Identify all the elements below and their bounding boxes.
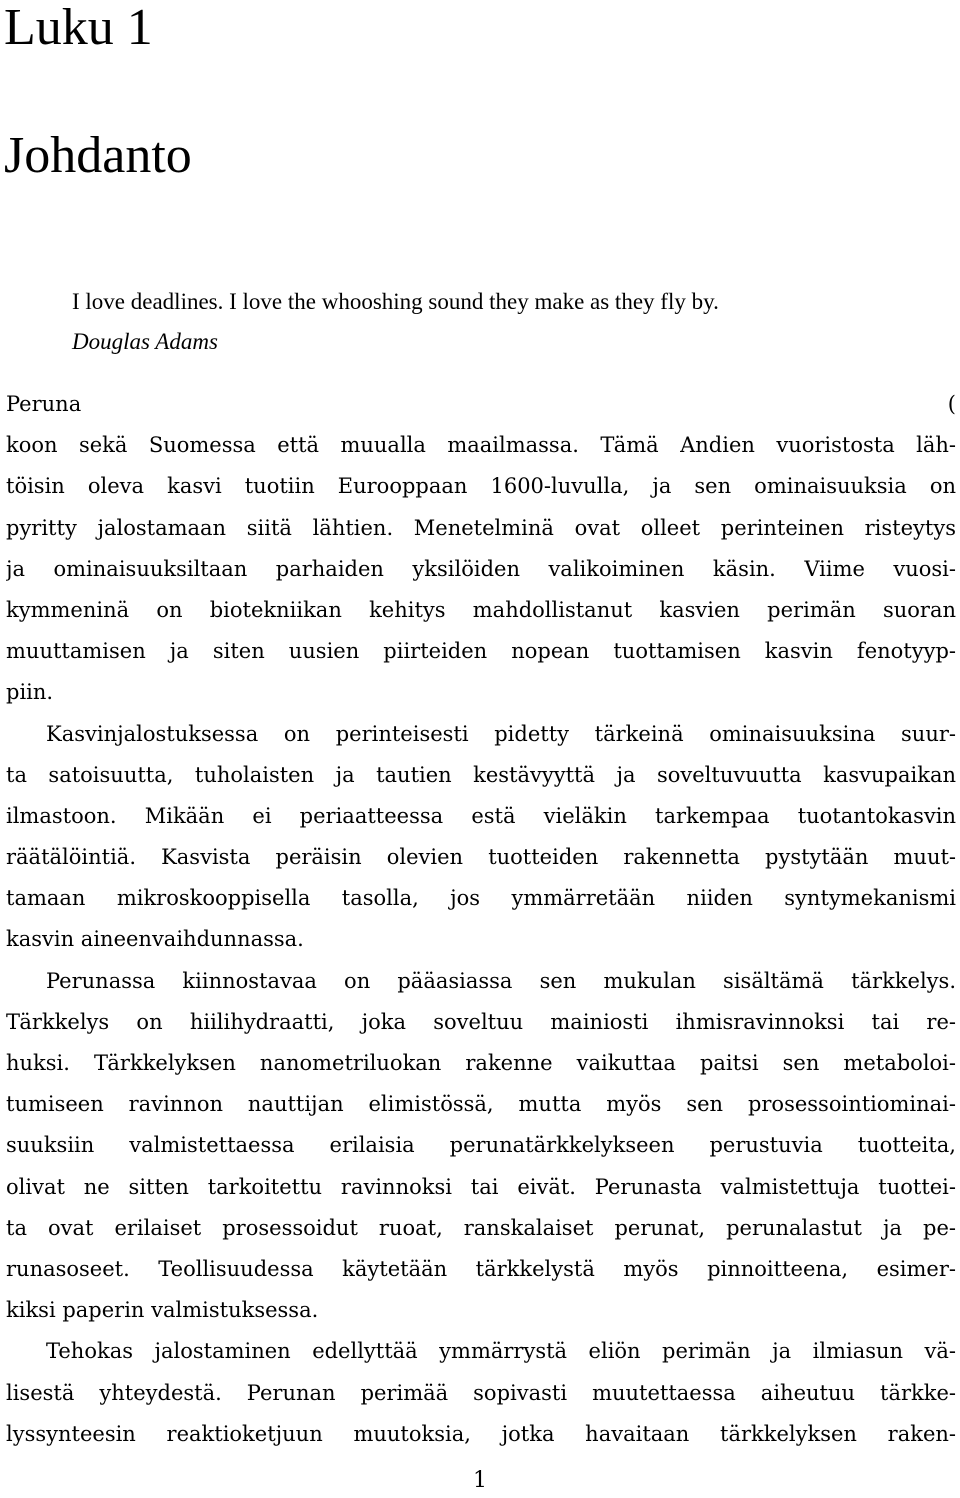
- paragraph-1-line: töisin oleva kasvi tuotiin Eurooppaan 1600-luvulla, ja sen ominaisuuksia on: [6, 474, 956, 499]
- paragraph-1-line: Peruna (: [6, 392, 956, 416]
- paragraph-1-line: piin.: [6, 680, 54, 705]
- paragraph-3-line: suuksiin valmistettaessa erilaisia perunatärkkelykseen perustuvia tuotteita,: [6, 1133, 956, 1158]
- paragraph-1-line: koon sekä Suomessa että muualla maailmassa. Tämä Andien vuoristosta läh-: [6, 433, 956, 458]
- paragraph-3-line: olivat ne sitten tarkoitettu ravinnoksi tai eivät. Perunasta valmistettuja tuottei-: [6, 1174, 956, 1199]
- page-number: 1: [473, 1468, 487, 1493]
- epigraph-author: Douglas Adams: [72, 329, 218, 354]
- paragraph-3-line: Tärkkelys on hiilihydraatti, joka soveltuu mainiosti ihmisravinnoksi tai re-: [6, 1009, 956, 1034]
- paragraph-1-line: kymmeninä on biotekniikan kehitys mahdollistanut kasvien perimän suoran: [6, 597, 956, 622]
- paragraph-3-line: ta ovat erilaiset prosessoidut ruoat, ranskalaiset perunat, perunalastut ja pe-: [6, 1215, 956, 1240]
- paragraph-4-line: lyssynteesin reaktioketjuun muutoksia, jotka havaitaan tärkkelyksen raken-: [6, 1421, 956, 1446]
- paragraph-2-line: ilmastoon. Mikään ei periaatteessa estä vieläkin tarkempaa tuotantokasvin: [6, 803, 956, 828]
- paragraph-3-line: kiksi paperin valmistuksessa.: [6, 1298, 319, 1323]
- paragraph-1-line: pyritty jalostamaan siitä lähtien. Menetelminä ovat olleet perinteinen risteytys: [6, 515, 956, 540]
- paragraph-3-line: Perunassa kiinnostavaa on pääasiassa sen mukulan sisältämä tärkkelys.: [46, 968, 956, 993]
- paragraph-4-line: lisestä yhteydestä. Perunan perimää sopivasti muutettaessa aiheutuu tärkke-: [6, 1380, 956, 1405]
- paragraph-3-line: runasoseet. Teollisuudessa käytetään tärkkelystä myös pinnoitteena, esimer-: [6, 1256, 956, 1281]
- chapter-label: Luku 1: [4, 0, 153, 56]
- paragraph-3-line: huksi. Tärkkelyksen nanometriluokan rakenne vaikuttaa paitsi sen metaboloi-: [6, 1051, 956, 1075]
- paragraph-2-line: räätälöintiä. Kasvista peräisin olevien tuotteiden rakennetta pystytään muut-: [6, 845, 956, 870]
- paragraph-1-line: ja ominaisuuksiltaan parhaiden yksilöiden valikoiminen käsin. Viime vuosi-: [6, 556, 956, 581]
- paragraph-3-line: tumiseen ravinnon nauttijan elimistössä, mutta myös sen prosessointiominai-: [6, 1092, 956, 1117]
- paragraph-2-line: kasvin aineenvaihdunnassa.: [6, 927, 304, 952]
- paragraph-2-line: ta satoisuutta, tuholaisten ja tautien kestävyyttä ja soveltuvuutta kasvupaikan: [6, 762, 956, 787]
- chapter-title: Johdanto: [4, 127, 192, 184]
- epigraph-quote: I love deadlines. I love the whooshing sound they make as they fly by.: [72, 289, 719, 314]
- epigraph: [72, 282, 932, 362]
- paragraph-2-line: tamaan mikroskooppisella tasolla, jos ymmärretään niiden syntymekanismi: [6, 886, 956, 911]
- paragraph-2-line: Kasvinjalostuksessa on perinteisesti pidetty tärkeinä ominaisuuksina suur-: [46, 721, 956, 746]
- body-text: [6, 384, 956, 1455]
- paragraph-1-line: muuttamisen ja siten uusien piirteiden nopean tuottamisen kasvin fenotyyp-: [6, 639, 956, 664]
- paragraph-4-line: Tehokas jalostaminen edellyttää ymmärrystä eliön perimän ja ilmiasun vä-: [46, 1339, 956, 1364]
